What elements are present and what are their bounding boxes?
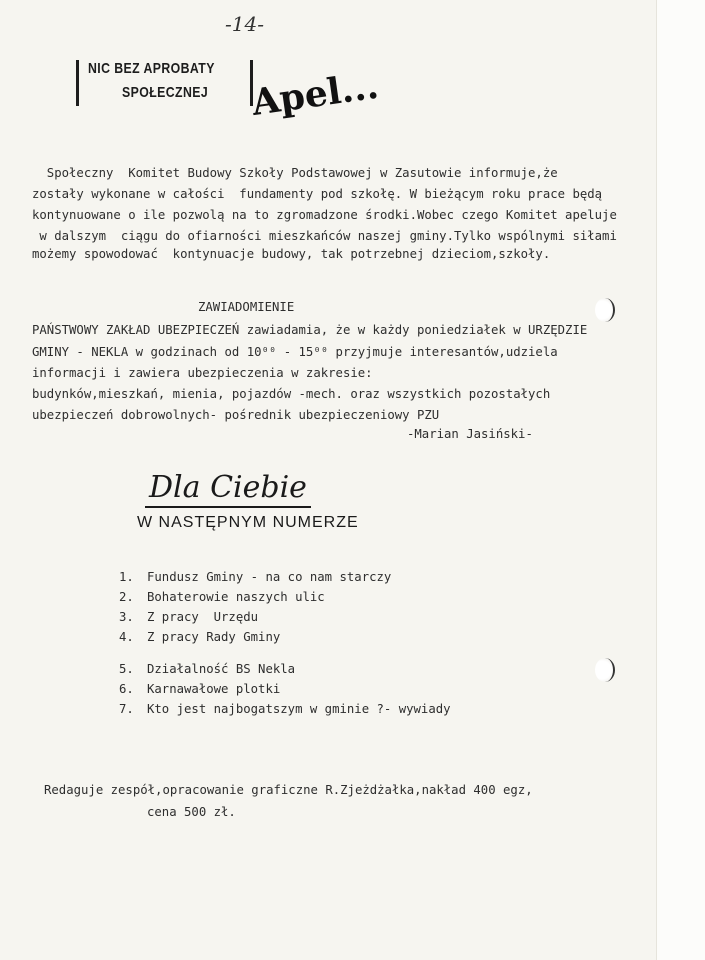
stamp-nic-bez-aprobaty [76, 56, 256, 110]
punch-hole-top [595, 298, 615, 322]
list-item-number: 5. [119, 662, 134, 676]
notice-line-5: ubezpieczeń dobrowolnych- pośrednik ubezpieczeniowy PZU [32, 408, 440, 422]
page-number: -14- [225, 12, 264, 36]
stamp-line-1: NIC BEZ APROBATY [88, 60, 215, 77]
notice-signature: -Marian Jasiński- [407, 427, 533, 441]
footer-credits: Redaguje zespół,opracowanie graficzne R.Zjeżdżałka,nakład 400 egz, [44, 783, 533, 797]
page-edge [656, 0, 705, 960]
list-item-text: Z pracy Rady Gminy [147, 630, 281, 644]
list-item-text: Bohaterowie naszych ulic [147, 590, 325, 604]
notice-line-2: GMINY - NEKLA w godzinach od 10⁰⁰ - 15⁰⁰ przyjmuje interesantów,udziela [32, 345, 558, 359]
stamp-left-bar [76, 60, 79, 106]
appeal-line-1: Społeczny Komitet Budowy Szkoły Podstawowej w Zasutowie informuje,że [32, 166, 558, 180]
list-item [119, 607, 451, 627]
list-item-number: 3. [119, 610, 134, 624]
punch-hole-bottom [595, 658, 615, 682]
appeal-line-3: kontynuowane o ile pozwolą na to zgromadzone środki.Wobec czego Komitet apeluje [32, 208, 617, 222]
list-item [119, 699, 451, 719]
list-item [119, 567, 451, 587]
list-item-text: Kto jest najbogatszym w gminie ?- wywiady [147, 702, 451, 716]
list-item-number: 4. [119, 630, 134, 644]
list-item [119, 587, 451, 607]
dla-ciebie-logo: Dla Ciebie [145, 470, 311, 508]
appeal-line-2: zostały wykonane w całości fundamenty pod szkołę. W bieżącym roku prace będą [32, 187, 603, 201]
appeal-line-5: możemy spowodować kontynuacje budowy, tak potrzebnej dzieciom,szkoły. [32, 247, 551, 261]
list-item-number: 2. [119, 590, 134, 604]
list-item-number: 6. [119, 682, 134, 696]
notice-line-4: budynków,mieszkań, mienia, pojazdów -mech. oraz wszystkich pozostałych [32, 387, 551, 401]
list-item [119, 679, 451, 699]
list-item [119, 659, 451, 679]
notice-title: ZAWIADOMIENIE [198, 300, 295, 314]
list-item-text: Karnawałowe plotki [147, 682, 281, 696]
footer-price: cena 500 zł. [147, 805, 236, 819]
stamp-line-2: SPOŁECZNEJ [122, 84, 209, 101]
list-item-text: Fundusz Gminy - na co nam starczy [147, 570, 392, 584]
list-item [119, 627, 451, 647]
list-item-number: 7. [119, 702, 134, 716]
notice-line-3: informacji i zawiera ubezpieczenia w zakresie: [32, 366, 373, 380]
appeal-heading: Apel... [249, 64, 382, 124]
appeal-line-4: w dalszym ciągu do ofiarności mieszkańców naszej gminy.Tylko wspólnymi siłami [32, 229, 617, 243]
list-item-text: Działalność BS Nekla [147, 662, 296, 676]
notice-line-1: PAŃSTWOWY ZAKŁAD UBEZPIECZEŃ zawiadamia, że w każdy poniedziałek w URZĘDZIE [32, 323, 588, 337]
list-item-number: 1. [119, 570, 134, 584]
next-issue-heading: W NASTĘPNYM NUMERZE [137, 514, 359, 531]
next-issue-list [119, 567, 451, 719]
list-item-text: Z pracy Urzędu [147, 610, 259, 624]
